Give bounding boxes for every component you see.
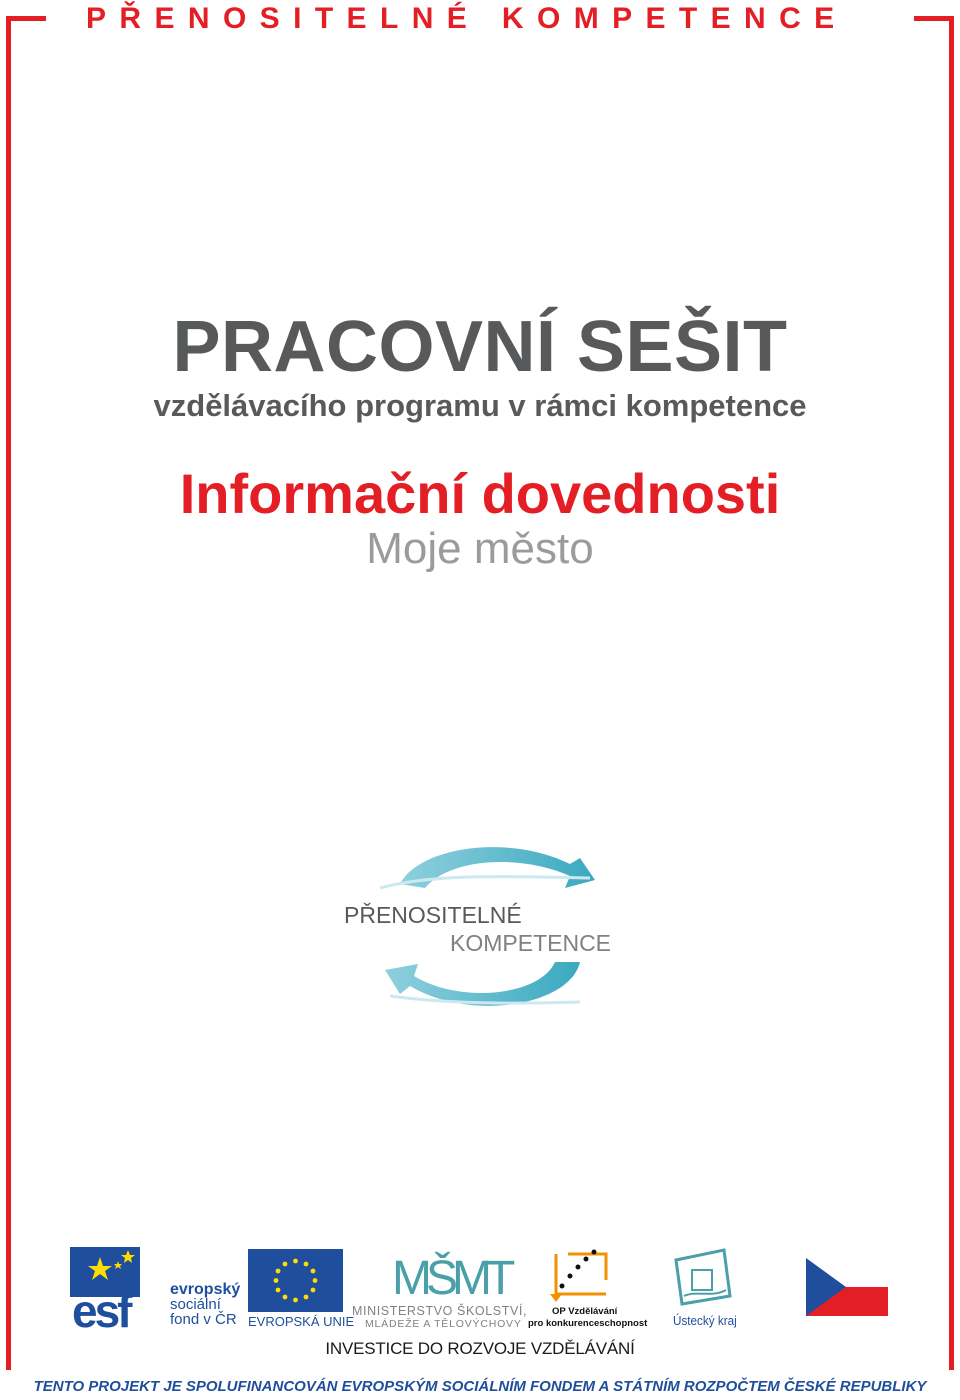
czech-flag-icon: [806, 1258, 888, 1316]
region-label: Ústecký kraj: [673, 1313, 737, 1328]
msmt-label-line1: MINISTERSTVO ŠKOLSTVÍ,: [352, 1304, 528, 1318]
frame-right-border: [949, 16, 954, 1370]
frame-top-right-corner: [914, 16, 954, 21]
investice-slogan: INVESTICE DO ROZVOJE VZDĚLÁVÁNÍ: [325, 1339, 635, 1358]
usti-region-logo-icon: [672, 1246, 734, 1310]
eu-label: EVROPSKÁ UNIE: [248, 1314, 355, 1329]
esf-logo-icon: [70, 1247, 170, 1337]
page-title: PRACOVNÍ SEŠIT: [172, 307, 788, 387]
page-subtitle: vzdělávacího programu v rámci kompetence: [153, 388, 807, 423]
op-label-line1: OP Vzdělávání: [552, 1306, 618, 1317]
esf-label-line1: evropský: [170, 1281, 241, 1298]
msmt-mark: MŠMT: [392, 1252, 510, 1305]
esf-label-line3: fond v ČR: [170, 1311, 237, 1328]
logo-text-line2: KOMPETENCE: [450, 930, 612, 956]
op-label-line2: pro konkurenceschopnost: [528, 1318, 648, 1329]
frame-top-left-corner: [6, 16, 46, 21]
esf-mark: esf: [72, 1285, 130, 1337]
esf-label: [170, 1282, 240, 1327]
competence-name: Informační dovednosti: [179, 462, 781, 525]
esf-label-line2: sociální: [170, 1296, 221, 1313]
header-title: PŘENOSITELNÉ KOMPETENCE: [86, 2, 848, 35]
msmt-logo-icon: [392, 1246, 510, 1305]
topic-name: Moje město: [366, 524, 594, 573]
logo-text-line1: PŘENOSITELNÉ: [344, 902, 522, 928]
frame-left-border: [6, 16, 11, 1370]
eu-flag-icon: [248, 1249, 343, 1312]
funding-footer: TENTO PROJEKT JE SPOLUFINANCOVÁN EVROPSKÝM SOCIÁLNÍM FONDEM A STÁTNÍM ROZPOČTEM ČESKÉ REPUBLIKY: [33, 1378, 927, 1395]
msmt-label-line2: MLÁDEŽE A TĚLOVÝCHOVY: [365, 1318, 522, 1330]
op-vzdelavani-logo-icon: [548, 1246, 618, 1306]
